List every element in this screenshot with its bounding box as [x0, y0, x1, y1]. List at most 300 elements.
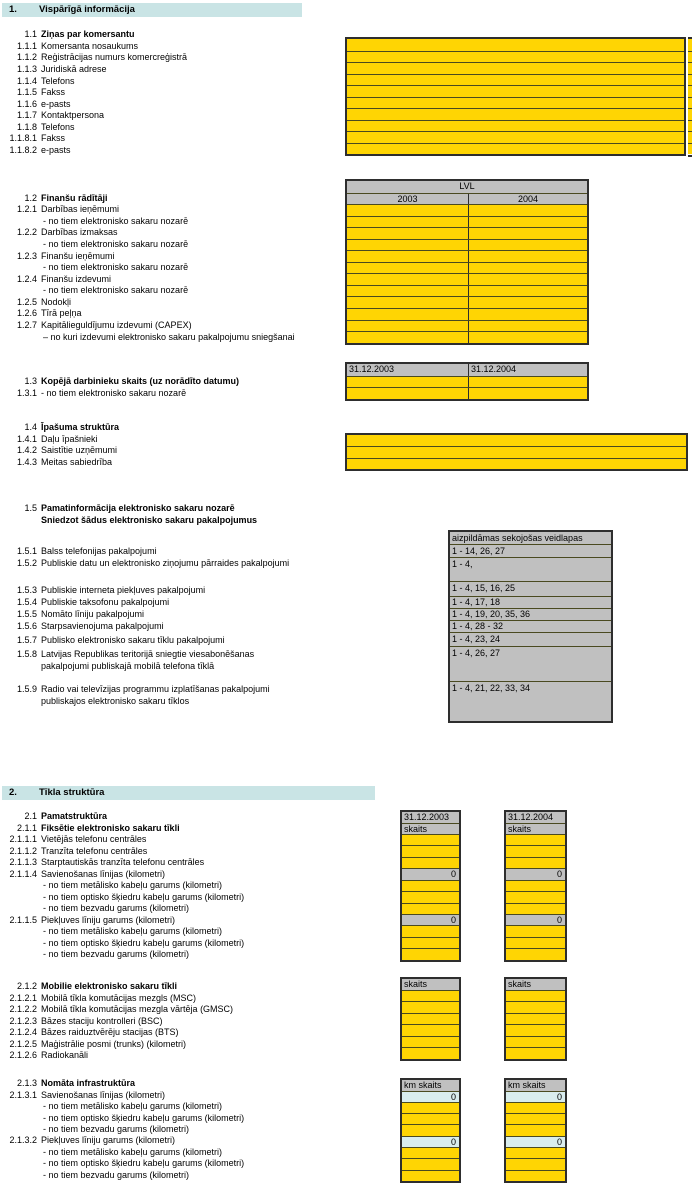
label-text: pakalpojumi publiskajā mobilā telefona tīklā — [41, 660, 215, 671]
label-number: 1.1.8 — [16, 121, 37, 132]
label-text: Bāzes raiduztvērēju stacijas (BTS) — [41, 1027, 179, 1038]
label-row — [0, 981, 233, 993]
label-row — [0, 75, 187, 87]
label-row — [0, 857, 244, 869]
label-text: Reģistrācijas numurs komercreģistrā — [41, 52, 188, 63]
input-cell[interactable] — [402, 880, 459, 891]
computed-cell: 0 — [402, 868, 459, 879]
label-text: Nomāta infrastruktūra — [41, 1078, 136, 1089]
input-cell[interactable] — [347, 309, 469, 320]
input-cell[interactable] — [506, 1013, 565, 1024]
input-cell[interactable] — [347, 377, 469, 388]
mobile-network-2004-table — [504, 977, 567, 1061]
label-number: 1.1.6 — [16, 98, 37, 109]
label-text: Meitas sabiedrība — [41, 456, 113, 467]
label-text: - no tiem elektronisko sakaru nozarē — [43, 285, 189, 296]
input-cell[interactable] — [402, 857, 459, 868]
input-cell[interactable] — [469, 377, 587, 388]
label-number: 1.5.9 — [16, 684, 37, 694]
input-cell[interactable] — [469, 274, 587, 285]
label-text: Īpašuma struktūra — [41, 422, 120, 433]
label-text: - no tiem elektronisko sakaru nozarē — [43, 262, 189, 273]
employees-table — [345, 362, 589, 401]
label-text: – no kuri izdevumi elektronisko sakaru pakalpojumu sniegšanai — [43, 331, 295, 342]
fixed-network-2003-table — [400, 810, 461, 962]
input-cell[interactable] — [402, 1047, 459, 1058]
label-text: Radiokanāli — [41, 1050, 89, 1061]
label-row — [0, 133, 187, 145]
label-number: 2.1.2.4 — [9, 1027, 37, 1038]
input-cell[interactable] — [347, 85, 684, 97]
label-row — [0, 238, 295, 250]
input-cell[interactable] — [347, 51, 684, 63]
unit-header-cell: skaits — [506, 979, 565, 991]
section-1-title: Vispārīgā informācija — [39, 4, 135, 16]
label-text: Saistītie uzņēmumi — [41, 445, 118, 456]
input-cell[interactable] — [347, 435, 686, 446]
label-row — [0, 1123, 244, 1134]
input-cell[interactable] — [402, 990, 459, 1001]
label-text: - no tiem optisko šķiedru kabeļu garums (kilometri) — [43, 1158, 245, 1169]
label-text: Bāzes staciju kontrolleri (BSC) — [41, 1015, 163, 1026]
group-1-3-labels — [0, 376, 239, 399]
label-number: 2.1.1.3 — [9, 857, 37, 868]
label-number: 1.1.8.2 — [9, 144, 37, 155]
label-row — [0, 585, 205, 596]
label-text: Starptautiskās tranzīta telefonu centrāles — [41, 857, 205, 868]
label-number: 1.1.1 — [16, 40, 37, 51]
label-row — [0, 503, 235, 514]
label-row — [0, 1112, 244, 1123]
label-text: Tīrā peļņa — [41, 308, 82, 319]
label-row — [0, 649, 254, 660]
label-row — [0, 422, 119, 434]
label-text: - no tiem elektronisko sakaru nozarē — [41, 387, 187, 398]
label-row — [0, 273, 295, 285]
input-cell[interactable] — [506, 1024, 565, 1035]
forms-value-cell: 1 - 4, 26, 27 — [450, 646, 611, 681]
label-number: 1.1.7 — [16, 110, 37, 121]
input-cell[interactable] — [347, 321, 469, 332]
label-number: 2.1.1.1 — [9, 834, 37, 845]
label-text: publiskajos elektronisko sakaru tīklos — [41, 695, 190, 706]
input-cell[interactable] — [402, 1024, 459, 1035]
label-row — [0, 296, 295, 308]
label-text: Finanšu izdevumi — [41, 273, 112, 284]
input-cell[interactable] — [469, 228, 587, 239]
label-number: 2.1.3.1 — [9, 1089, 37, 1100]
input-cell[interactable] — [402, 925, 459, 936]
label-number: 2.1 — [24, 811, 37, 822]
input-cell[interactable] — [506, 834, 565, 845]
label-number: 1.2.5 — [16, 296, 37, 307]
input-cell[interactable] — [402, 1124, 459, 1135]
label-row — [0, 52, 187, 64]
label-number: 1.1.5 — [16, 87, 37, 98]
label-row — [0, 621, 164, 632]
computed-cell: 0 — [506, 868, 565, 879]
label-text: Fakss — [41, 87, 66, 98]
label-number: 1.1 — [24, 29, 37, 40]
unit-header-cell: skaits — [506, 823, 565, 834]
input-cell[interactable] — [469, 286, 587, 297]
forms-value-cell: 1 - 4, — [450, 557, 611, 582]
input-cell[interactable] — [506, 1047, 565, 1058]
input-cell[interactable] — [347, 240, 469, 251]
computed-cell: 0 — [402, 1136, 459, 1147]
group-1-1-labels — [0, 29, 187, 156]
label-row — [0, 1038, 233, 1050]
label-row — [0, 545, 157, 556]
label-text: - no tiem bezvadu garums (kilometri) — [43, 949, 190, 960]
label-row — [0, 557, 289, 568]
label-text: Pamatstruktūra — [41, 811, 108, 822]
input-cell[interactable] — [347, 62, 684, 74]
input-cell[interactable] — [506, 1170, 565, 1181]
label-text: Daļu īpašnieki — [41, 433, 98, 444]
label-number: 2.1.1.2 — [9, 845, 37, 856]
label-row — [0, 456, 119, 468]
input-cell[interactable] — [402, 1036, 459, 1047]
input-cell[interactable] — [347, 297, 469, 308]
input-cell[interactable] — [469, 309, 587, 320]
input-cell[interactable] — [347, 228, 469, 239]
input-cell[interactable] — [347, 388, 469, 399]
label-row — [0, 834, 244, 846]
date-2003-header: 31.12.2003 — [347, 364, 469, 376]
label-row — [0, 1146, 244, 1157]
forms-value-cell: 1 - 4, 19, 20, 35, 36 — [450, 608, 611, 620]
label-text: Latvijas Republikas teritorijā sniegtie viesabonēšanas — [41, 649, 255, 659]
label-number: 2.1.2 — [16, 981, 37, 992]
label-row — [0, 1158, 244, 1169]
label-row — [0, 822, 244, 834]
input-cell[interactable] — [469, 263, 587, 274]
label-row — [0, 1169, 244, 1180]
label-row — [0, 811, 244, 823]
label-text: Piekļuves līniju garums (kilometri) — [41, 1135, 176, 1146]
group-2-1-2-labels — [0, 981, 233, 1062]
label-number: 2.1.3.2 — [9, 1135, 37, 1146]
input-cell[interactable] — [506, 891, 565, 902]
label-row — [0, 949, 244, 961]
mobile-network-2003-table — [400, 977, 461, 1061]
forms-required-table — [448, 530, 613, 724]
label-row — [0, 903, 244, 915]
label-number: 2.1.2.1 — [9, 992, 37, 1003]
label-text: Telefons — [41, 121, 75, 132]
input-cell[interactable] — [347, 205, 469, 216]
label-row — [0, 845, 244, 857]
input-cell[interactable] — [469, 297, 587, 308]
computed-cell: 0 — [506, 1091, 565, 1102]
label-number: 1.4.1 — [16, 433, 37, 444]
input-cell[interactable] — [506, 1001, 565, 1012]
label-row — [0, 63, 187, 75]
label-number: 1.4.3 — [16, 456, 37, 467]
unit-header-cell: skaits — [402, 979, 459, 991]
input-cell[interactable] — [469, 240, 587, 251]
label-number: 2.1.2.3 — [9, 1015, 37, 1026]
input-cell[interactable] — [469, 217, 587, 228]
label-row — [0, 1078, 244, 1089]
label-row — [0, 1015, 233, 1027]
label-number: 2.1.2.6 — [9, 1050, 37, 1061]
label-number: 1.1.8.1 — [9, 133, 37, 144]
input-cell[interactable] — [506, 990, 565, 1001]
input-cell[interactable] — [506, 880, 565, 891]
input-cell[interactable] — [506, 925, 565, 936]
input-cell[interactable] — [506, 1036, 565, 1047]
label-number: 1.5.3 — [16, 585, 37, 595]
label-row — [0, 684, 270, 695]
label-text: Nomāto līniju pakalpojumi — [41, 609, 145, 619]
input-cell[interactable] — [402, 948, 459, 959]
label-row — [0, 192, 295, 204]
label-number: 1.2 — [24, 192, 37, 203]
label-row — [0, 121, 187, 133]
label-number: 1.1.4 — [16, 75, 37, 86]
label-text: Pamatinformācija elektronisko sakaru nozarē — [41, 503, 235, 513]
group-2-1-3-labels — [0, 1078, 244, 1181]
input-cell[interactable] — [506, 903, 565, 914]
label-text: Nodokļi — [41, 296, 72, 307]
label-text: Radio vai televīzijas programmu izplatīšanas pakalpojumi — [41, 684, 270, 694]
fixed-network-2004-table — [504, 810, 567, 962]
input-cell[interactable] — [506, 1124, 565, 1135]
label-number: 1.2.3 — [16, 250, 37, 261]
label-text: - no tiem bezvadu garums (kilometri) — [43, 1169, 190, 1180]
section-1-number: 1. — [9, 4, 17, 16]
label-text: Piekļuves līniju garums (kilometri) — [41, 914, 176, 925]
year-2004-header: 2004 — [469, 194, 587, 205]
forms-value-cell: 1 - 4, 21, 22, 33, 34 — [450, 681, 611, 722]
ownership-input-block — [345, 433, 688, 471]
input-cell[interactable] — [347, 39, 684, 51]
label-text: Publiskie interneta piekļuves pakalpojumi — [41, 585, 206, 595]
label-row — [0, 86, 187, 98]
input-cell[interactable] — [402, 1013, 459, 1024]
label-text: Kopējā darbinieku skaits (uz norādīto datumu) — [41, 376, 240, 387]
label-text: Telefons — [41, 75, 75, 86]
input-cell[interactable] — [347, 286, 469, 297]
input-cell[interactable] — [347, 458, 686, 469]
label-row — [0, 40, 187, 52]
input-cell[interactable] — [402, 845, 459, 856]
label-text: - no tiem metālisko kabeļu garums (kilometri) — [43, 1146, 223, 1157]
label-number: 1.3.1 — [16, 387, 37, 398]
label-row — [0, 660, 214, 671]
section-1-header-bar — [2, 3, 302, 17]
label-number: 1.2.7 — [16, 319, 37, 330]
label-text: Starpsavienojuma pakalpojumi — [41, 621, 164, 631]
input-cell[interactable] — [402, 891, 459, 902]
clipped-input-column — [688, 37, 692, 157]
label-row — [0, 1050, 233, 1062]
input-cell[interactable] — [469, 321, 587, 332]
label-number: 1.5.4 — [16, 597, 37, 607]
input-cell[interactable] — [347, 274, 469, 285]
group-1-4-labels — [0, 422, 119, 468]
label-text: - no tiem metālisko kabeļu garums (kilometri) — [43, 926, 223, 937]
label-number: 1.3 — [24, 376, 37, 387]
input-cell[interactable] — [402, 1001, 459, 1012]
date-2004-header: 31.12.2004 — [506, 812, 565, 823]
label-text: - no tiem optisko šķiedru kabeļu garums (kilometri) — [43, 891, 245, 902]
input-cell[interactable] — [347, 143, 684, 155]
label-text: Kontaktpersona — [41, 110, 105, 121]
label-text: Maģistrālie posmi (trunks) (kilometri) — [41, 1038, 187, 1049]
label-row — [0, 695, 189, 706]
label-row — [0, 868, 244, 880]
label-row — [0, 1100, 244, 1111]
input-cell[interactable] — [506, 845, 565, 856]
forms-value-cell: 1 - 14, 26, 27 — [450, 544, 611, 557]
input-cell[interactable] — [347, 251, 469, 262]
input-cell[interactable] — [506, 1158, 565, 1169]
forms-value-cell: 1 - 4, 28 - 32 — [450, 620, 611, 632]
input-cell[interactable] — [402, 1113, 459, 1124]
computed-cell: 0 — [402, 914, 459, 925]
input-cell[interactable] — [469, 251, 587, 262]
input-cell[interactable] — [469, 205, 587, 216]
label-number: 1.2.6 — [16, 308, 37, 319]
label-text: Mobilie elektronisko sakaru tīkli — [41, 981, 178, 992]
label-number: 1.5.6 — [16, 621, 37, 631]
label-text: Juridiskā adrese — [41, 63, 107, 74]
label-row — [0, 387, 239, 399]
input-cell[interactable] — [402, 937, 459, 948]
label-text: Savienošanas līnijas (kilometri) — [41, 868, 166, 879]
input-cell[interactable] — [506, 1113, 565, 1124]
label-number: 2.1.2.5 — [9, 1038, 37, 1049]
label-row — [0, 926, 244, 938]
input-cell[interactable] — [469, 388, 587, 399]
label-row — [0, 1089, 244, 1100]
label-number: 1.2.2 — [16, 227, 37, 238]
input-cell[interactable] — [506, 948, 565, 959]
leased-infra-2004-table — [504, 1078, 567, 1183]
label-row — [0, 261, 295, 273]
section-2-number: 2. — [9, 787, 17, 799]
label-text: - no tiem bezvadu garums (kilometri) — [43, 1123, 190, 1134]
label-number: 1.5 — [24, 503, 37, 513]
input-cell[interactable] — [347, 263, 469, 274]
label-row — [0, 376, 239, 388]
computed-cell: 0 — [506, 1136, 565, 1147]
label-row — [0, 937, 244, 949]
unit-header-cell: km skaits — [402, 1080, 459, 1091]
company-info-input-block — [345, 37, 686, 156]
label-number: 2.1.1 — [16, 822, 37, 833]
input-cell[interactable] — [506, 857, 565, 868]
label-row — [0, 433, 119, 445]
label-text: e-pasts — [41, 98, 71, 109]
label-text: - no tiem metālisko kabeļu garums (kilometri) — [43, 1101, 223, 1112]
input-cell[interactable] — [347, 332, 469, 343]
input-cell[interactable] — [402, 1102, 459, 1113]
label-row — [0, 308, 295, 320]
input-cell[interactable] — [469, 332, 587, 343]
label-number: 2.1.3 — [16, 1078, 37, 1089]
forms-table-header: aizpildāmas sekojošas veidlapas — [450, 532, 611, 545]
label-text: Fakss — [41, 133, 66, 144]
label-number: 2.1.1.4 — [9, 868, 37, 879]
label-row — [0, 319, 295, 331]
input-cell[interactable] — [506, 1147, 565, 1158]
label-text: - no tiem metālisko kabeļu garums (kilometri) — [43, 880, 223, 891]
leased-infra-2003-table — [400, 1078, 461, 1183]
unit-header-cell: skaits — [402, 823, 459, 834]
input-cell[interactable] — [347, 446, 686, 457]
input-cell[interactable] — [347, 74, 684, 86]
label-number: 1.4 — [24, 422, 37, 433]
label-text: Publisko elektronisko sakaru tīklu pakalpojumi — [41, 634, 225, 645]
input-cell[interactable] — [506, 1102, 565, 1113]
label-row — [0, 445, 119, 457]
label-number: 2.1.1.5 — [9, 914, 37, 925]
label-number: 1.5.5 — [16, 609, 37, 619]
label-number: 1.4.2 — [16, 445, 37, 456]
year-2003-header: 2003 — [347, 194, 469, 205]
input-cell[interactable] — [402, 1158, 459, 1169]
label-text: Publiskie taksofonu pakalpojumi — [41, 597, 170, 607]
label-row — [0, 1004, 233, 1016]
date-2004-header: 31.12.2004 — [469, 364, 587, 376]
label-text: Darbības ieņēmumi — [41, 204, 120, 215]
input-cell[interactable] — [402, 903, 459, 914]
label-row — [0, 514, 257, 525]
input-cell[interactable] — [347, 131, 684, 143]
label-number: 1.1.3 — [16, 63, 37, 74]
input-cell[interactable] — [402, 834, 459, 845]
label-row — [0, 914, 244, 926]
label-row — [0, 250, 295, 262]
label-number: 1.2.1 — [16, 204, 37, 215]
label-row — [0, 634, 225, 645]
input-cell[interactable] — [347, 97, 684, 109]
unit-header-cell: LVL — [347, 181, 587, 193]
label-row — [0, 891, 244, 903]
input-cell[interactable] — [347, 217, 469, 228]
input-cell[interactable] — [347, 120, 684, 132]
input-cell[interactable] — [347, 108, 684, 120]
label-number: 1.5.2 — [16, 557, 37, 568]
label-text: Finanšu ieņēmumi — [41, 250, 115, 261]
label-text: Komersanta nosaukums — [41, 40, 139, 51]
label-number: 1.5.1 — [16, 545, 37, 556]
input-cell[interactable] — [506, 937, 565, 948]
label-row — [0, 204, 295, 216]
forms-value-cell: 1 - 4, 17, 18 — [450, 596, 611, 608]
computed-cell: 0 — [402, 1091, 459, 1102]
label-text: Mobilā tīkla komutācijas mezgls (MSC) — [41, 992, 197, 1003]
label-text: Balss telefonijas pakalpojumi — [41, 545, 157, 556]
label-text: - no tiem optisko šķiedru kabeļu garums (kilometri) — [43, 1112, 245, 1123]
input-cell[interactable] — [402, 1170, 459, 1181]
label-number: 1.1.2 — [16, 52, 37, 63]
finance-table — [345, 179, 589, 345]
label-row — [0, 29, 187, 41]
input-cell[interactable] — [402, 1147, 459, 1158]
label-text: Kapitālieguldījumu izdevumi (CAPEX) — [41, 319, 192, 330]
date-2003-header: 31.12.2003 — [402, 812, 459, 823]
label-text: Tranzīta telefonu centrāles — [41, 845, 148, 856]
label-row — [0, 285, 295, 297]
label-row — [0, 331, 295, 343]
forms-value-cell: 1 - 4, 15, 16, 25 — [450, 581, 611, 596]
label-number: 1.2.4 — [16, 273, 37, 284]
